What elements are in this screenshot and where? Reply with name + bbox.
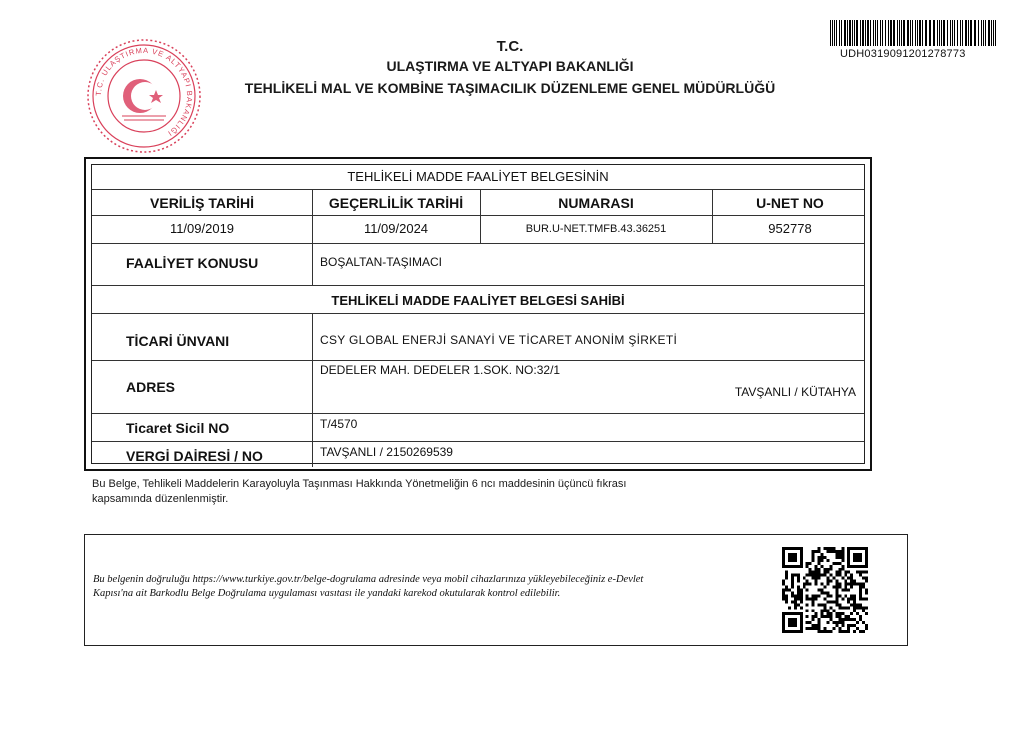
header-directorate: TEHLİKELİ MAL VE KOMBİNE TAŞIMACILIK DÜZENLEME GENEL MÜDÜRLÜĞÜ <box>244 80 776 96</box>
validity-date-label: GEÇERLİLİK TARİHİ <box>328 195 464 211</box>
activity-label: FAALİYET KONUSU <box>126 255 259 271</box>
issue-date-label: VERİLİŞ TARİHİ <box>150 195 254 211</box>
seal-text: T.C. ULAŞTIRMA VE ALTYAPI BAKANLIĞI <box>93 45 195 139</box>
barcode <box>830 20 1000 46</box>
number-value: BUR.U-NET.TMFB.43.36251 <box>525 223 667 235</box>
validity-date-value: 11/09/2024 <box>363 221 429 236</box>
verification-text <box>93 573 733 601</box>
number-label: NUMARASI <box>558 195 634 211</box>
legal-note-line2: kapsamında düzenlenmiştir. <box>92 493 229 505</box>
verification-line1: Bu belgenin doğruluğu https://www.turkiye.gov.tr/belge-dogrulama adresinde veya mobil cihazlarınıza yükleyebileceğiniz e-Devlet <box>93 574 644 585</box>
verification-box <box>84 534 908 646</box>
legal-note-line1: Bu Belge, Tehlikeli Maddelerin Karayoluyla Taşınması Hakkında Yönetmeliğin 6 ncı maddesinin üçüncü fıkrası <box>92 478 627 490</box>
trade-name-label: TİCARİ ÜNVANI <box>126 333 230 349</box>
legal-note <box>92 477 732 507</box>
verification-line2: Kapısı'na ait Barkodlu Belge Doğrulama uygulaması vasıtası ile yandaki karekod okutularak kontrol edilebilir. <box>93 588 561 599</box>
address-line1: DEDELER MAH. DEDELER 1.SOK. NO:32/1 <box>320 363 561 377</box>
header-ministry: ULAŞTIRMA VE ALTYAPI BAKANLIĞI <box>386 58 634 74</box>
qr-code[interactable] <box>782 547 868 633</box>
tax-value: TAVŞANLI / 2150269539 <box>320 445 453 459</box>
activity-value: BOŞALTAN-TAŞIMACI <box>320 255 443 269</box>
header-tc: T.C. <box>496 38 524 55</box>
holder-title: TEHLİKELİ MADDE FAALİYET BELGESİ SAHİBİ <box>331 293 625 308</box>
certificate-box <box>84 157 872 471</box>
registry-label: Ticaret Sicil NO <box>126 420 230 436</box>
trade-name-value: CSY GLOBAL ENERJİ SANAYİ VE TİCARET ANONİM ŞİRKETİ <box>320 333 678 347</box>
address-label: ADRES <box>126 379 176 395</box>
address-line2: TAVŞANLI / KÜTAHYA <box>734 385 856 399</box>
barcode-number: UDH0319091201278773 <box>840 48 966 60</box>
registry-value: T/4570 <box>320 417 358 431</box>
unet-value: 952778 <box>768 221 812 236</box>
tax-label: VERGİ DAİRESİ / NO <box>126 448 263 464</box>
ministry-seal <box>84 36 204 156</box>
issue-date-value: 11/09/2019 <box>169 221 235 236</box>
certificate-title: TEHLİKELİ MADDE FAALİYET BELGESİNİN <box>347 169 609 184</box>
unet-label: U-NET NO <box>756 195 824 211</box>
